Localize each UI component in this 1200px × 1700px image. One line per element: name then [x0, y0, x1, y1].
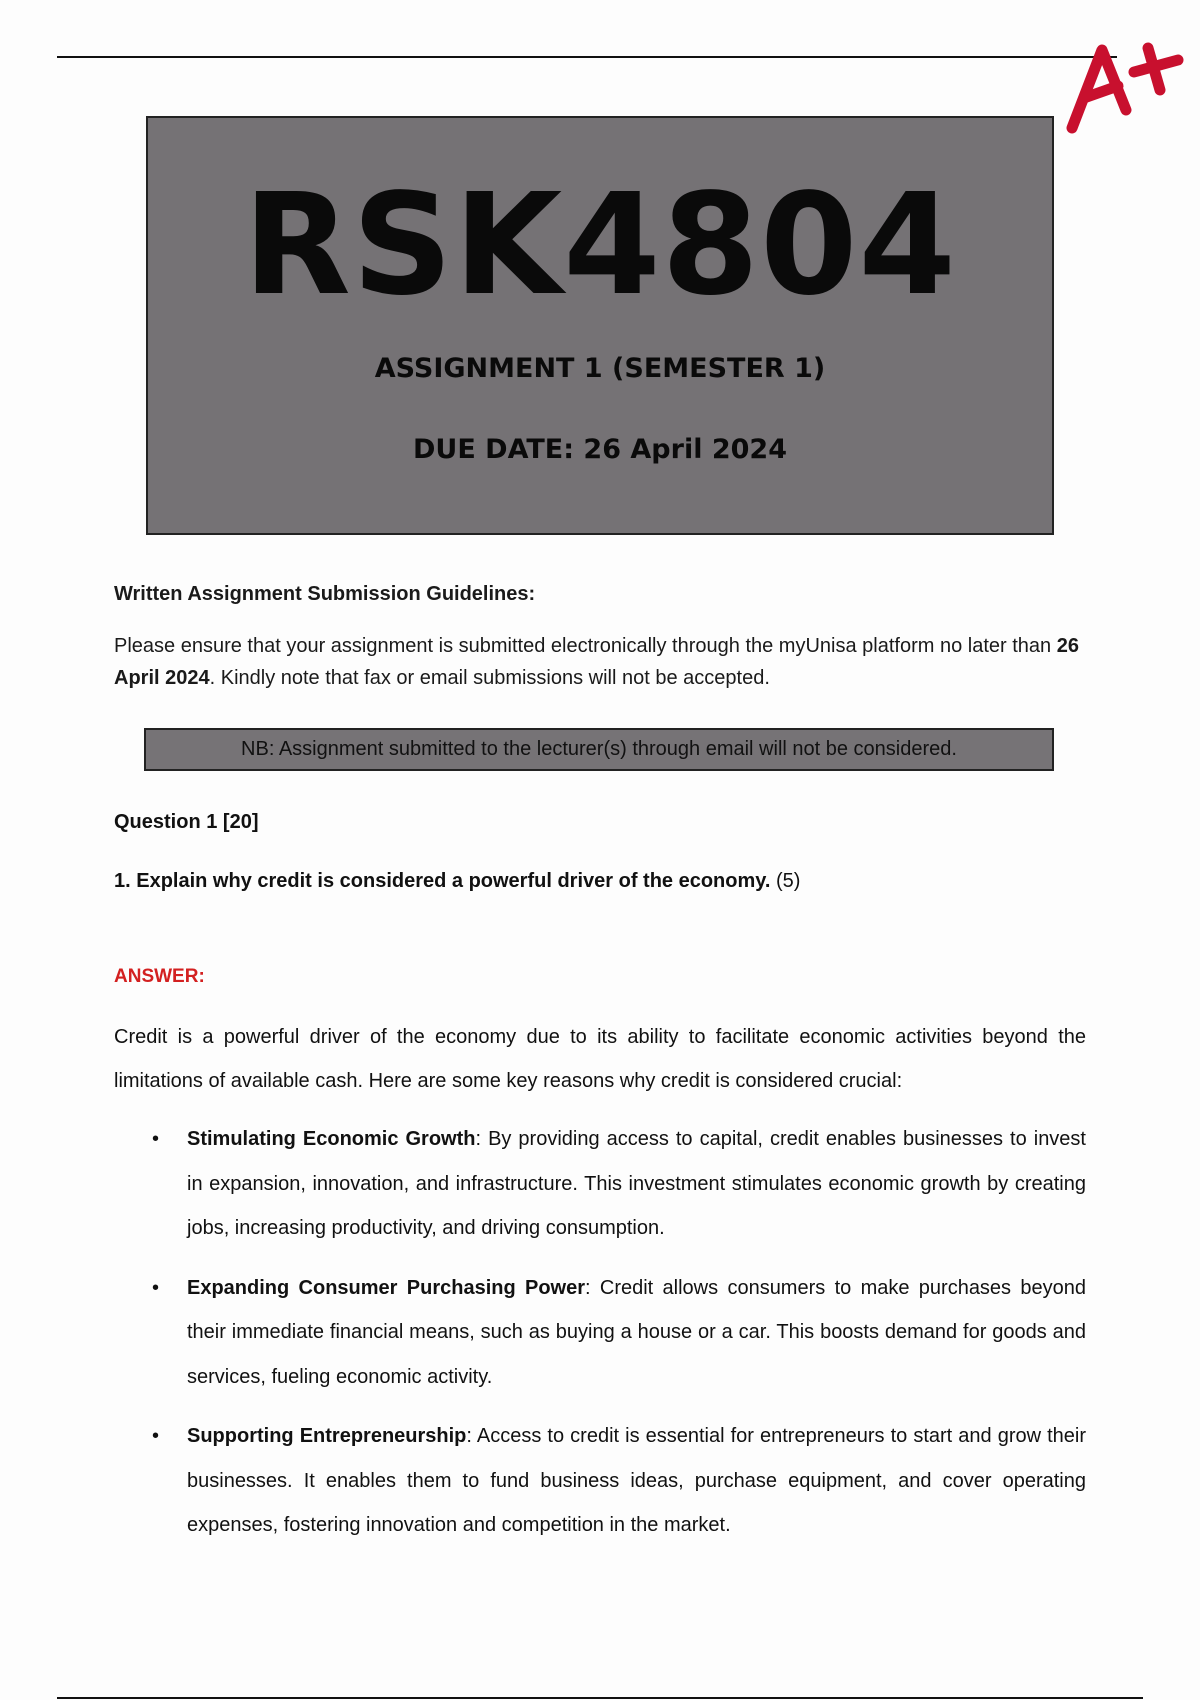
bullet-icon: • — [152, 1128, 160, 1150]
question-marks: (5) — [770, 870, 801, 892]
guidelines-deadline: 26 April 2024 — [114, 635, 1079, 689]
grade-mark-stamp — [1060, 28, 1190, 138]
bottom-rule — [57, 1697, 1143, 1699]
cover-box — [146, 116, 1054, 535]
notice-box — [144, 728, 1054, 771]
question-prompt: 1. Explain why credit is considered a powerful driver of the economy. — [114, 870, 771, 892]
assignment-title: ASSIGNMENT 1 (SEMESTER 1) — [374, 353, 826, 384]
bullet-text: : Credit allows consumers to make purchases beyond their immediate financial means, such as buying a house or a car. This boosts demand for goods and services, fueling economic activity. — [187, 1276, 1086, 1388]
question-heading: Question 1 [20] — [114, 811, 259, 833]
notice-text: NB: Assignment submitted to the lecturer(s) through email will not be considered. — [241, 738, 957, 760]
answer-bullet-list — [150, 1117, 1086, 1563]
due-date: DUE DATE: 26 April 2024 — [412, 434, 788, 465]
top-rule — [57, 56, 1117, 58]
guidelines-section — [114, 578, 1084, 694]
guidelines-text-end: . Kindly note that fax or email submissions will not be accepted. — [209, 667, 770, 689]
list-item — [150, 1117, 1086, 1251]
bullet-text: : By providing access to capital, credit enables businesses to invest in expansion, innovation, and infrastructure. This investment stimulates economic growth by creating jobs, increasing productivity, and driving consumption. — [187, 1128, 1086, 1239]
list-item — [150, 1266, 1086, 1400]
bullet-icon: • — [152, 1425, 160, 1447]
bullet-text: : Access to credit is essential for entrepreneurs to start and grow their businesses. It enables them to fund business ideas, purchase equipment, and cover operating expenses, fostering innovation and competition in the market. — [187, 1425, 1087, 1536]
course-code: RSK4804 — [243, 164, 957, 327]
guidelines-text-start: Please ensure that your assignment is submitted electronically through the myUnisa platform no later than — [114, 635, 1057, 657]
question-section — [114, 806, 1084, 897]
bullet-term: Expanding Consumer Purchasing Power — [187, 1276, 586, 1299]
guidelines-text — [114, 630, 1084, 694]
bullet-term: Supporting Entrepreneurship — [187, 1425, 467, 1447]
list-item — [150, 1414, 1086, 1548]
bullet-term: Stimulating Economic Growth — [187, 1128, 476, 1150]
bullet-icon: • — [152, 1276, 160, 1299]
guidelines-heading: Written Assignment Submission Guidelines: — [114, 583, 536, 605]
question-text — [114, 865, 1084, 897]
answer-intro: Credit is a powerful driver of the economy due to its ability to facilitate economic activities beyond the limitations of available cash. Here are some key reasons why credit is considered crucial: — [114, 1026, 1086, 1092]
answer-label: ANSWER: — [114, 966, 205, 987]
